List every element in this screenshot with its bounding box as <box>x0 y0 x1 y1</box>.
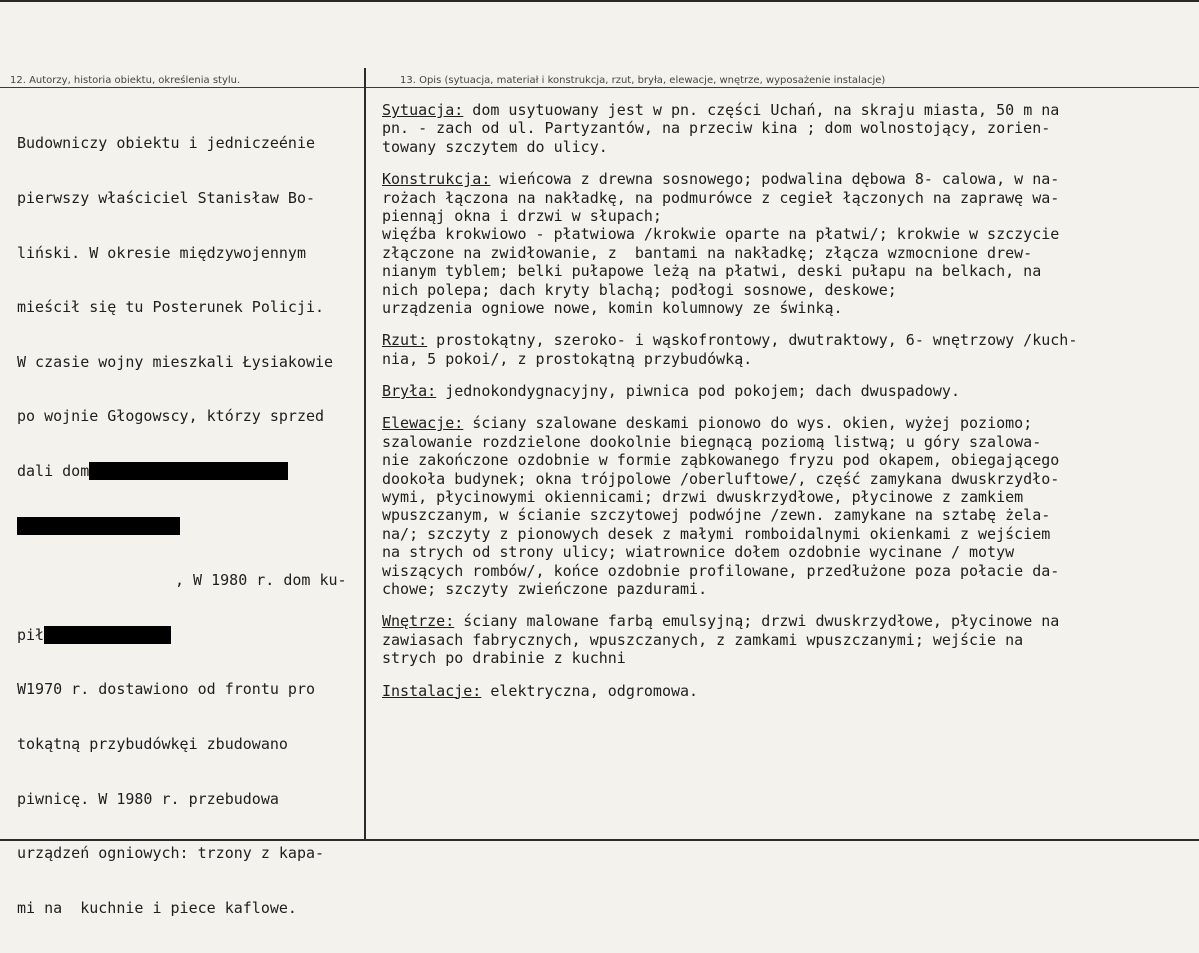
section-rzut <box>382 331 1172 368</box>
section-line: pn. - zach od ul. Partyzantów, na przeciw kina ; dom wolnostojący, zorien- <box>382 119 1051 138</box>
section-first-line <box>382 682 1172 700</box>
section-text: ściany szalowane deskami pionowo do wys. okien, wyżej poziomo; <box>463 414 1033 433</box>
history-line: po wojnie Głogowscy, którzy sprzed <box>17 407 325 426</box>
section-line: zawiasach fabrycznych, wpuszczanych, z zamkami wpuszczanymi; wejście na <box>382 630 1024 649</box>
history-line: piwnicę. W 1980 r. przebudowa <box>17 789 279 808</box>
section-label: Konstrukcja: <box>382 170 491 189</box>
section-label: Sytuacja: <box>382 101 464 119</box>
history-line: mi na kuchnie i piece kaflowe. <box>17 898 297 917</box>
section-line: urządzenia ogniowe nowe, komin kolumnowy ze świnką. <box>382 298 843 317</box>
history-line-redacted <box>17 517 367 535</box>
section-line: wiszących rombów/, końce ozdobnie profilowane, przedłużone poza połacie da- <box>382 561 1060 580</box>
section-text: wieńcowa z drewna sosnowego; podwalina dębowa 8- calowa, w na- <box>490 170 1060 189</box>
history-line: W1970 r. dostawiono od frontu pro <box>17 680 316 699</box>
section-line: wpuszczanym, w ścianie szczytowej podwójne /zewn. zamykane na sztabę żela- <box>382 506 1051 525</box>
left-column-header: 12. Autorzy, historia obiektu, określenia stylu. <box>10 75 241 86</box>
section-elewacje <box>382 414 1172 598</box>
history-text: dali dom <box>17 461 90 480</box>
section-label: Elewacje: <box>382 414 464 433</box>
section-label: Instalacje: <box>382 681 482 700</box>
history-line: mieścił się tu Posterunek Policji. <box>17 298 325 317</box>
section-label: Bryła: <box>382 382 437 401</box>
history-line: tokątną przybudówkęi zbudowano <box>17 734 288 753</box>
section-line: nie zakończone ozdobnie w formie ząbkowanego fryzu pod okapem, obiegającego <box>382 451 1060 470</box>
section-line: piennąj okna i drzwi w słupach; <box>382 206 662 225</box>
right-column-header: 13. Opis (sytuacja, materiał i konstrukcja, rzut, bryła, elewacje, wnętrze, wyposażenie instalacje) <box>400 75 886 86</box>
section-first-line <box>382 414 1172 432</box>
section-wnetrze <box>382 612 1172 667</box>
history-line-with-redaction <box>17 626 367 644</box>
section-first-line <box>382 331 1172 349</box>
section-first-line <box>382 382 1172 400</box>
section-text: jednokondygnacyjny, piwnica pod pokojem; dach dwuspadowy. <box>436 382 960 401</box>
history-line: pierwszy właściciel Stanisław Bo- <box>17 189 316 207</box>
history-line: liński. W okresie międzywojennym <box>17 243 306 262</box>
section-label: Rzut: <box>382 331 428 350</box>
section-text: dom usytuowany jest w pn. części Uchań, na skraju miasta, 50 m na <box>463 101 1060 119</box>
section-text: elektryczna, odgromowa. <box>481 681 699 700</box>
section-bryla <box>382 382 1172 400</box>
header-rule <box>0 87 1199 88</box>
section-line: nianym tyblem; belki pułapowe leżą na płatwi, deski pułapu na belkach, na <box>382 262 1042 281</box>
section-text: prostokątny, szeroko- i wąskofrontowy, dwutraktowy, 6- wnętrzowy /kuch- <box>427 331 1078 350</box>
redaction-bar <box>89 462 288 480</box>
section-first-line <box>382 101 1172 119</box>
section-first-line <box>382 170 1172 188</box>
section-line: rożach łączona na nakładkę, na podmurówce z cegieł łączonych na zaprawę wa- <box>382 188 1060 207</box>
section-line: szalowanie rozdzielone dookolnie biegnącą poziomą listwą; u góry szalowa- <box>382 432 1042 451</box>
section-line: chowe; szczyty zwieńczone pazdurami. <box>382 579 708 598</box>
redaction-bar <box>44 626 170 644</box>
history-line: urządzeń ogniowych: trzony z kapa- <box>17 844 325 863</box>
section-line: złączone na zwidłowanie, z bantami na nakładkę; złącza wzmocnione drew- <box>382 243 1033 262</box>
history-column <box>17 98 367 953</box>
redaction-bar <box>17 517 180 535</box>
history-line: W czasie wojny mieszkali Łysiakowie <box>17 352 334 371</box>
section-line: towany szczytem do ulicy. <box>382 137 608 156</box>
history-line: , W 1980 r. dom ku- <box>175 571 347 590</box>
section-line: strych po drabinie z kuchni <box>382 649 626 668</box>
section-line: na strych od strony ulicy; wiatrownice dołem ozdobnie wycinane / motyw <box>382 543 1015 562</box>
section-line: więźba krokwiowo - płatwiowa /krokwie oparte na płatwi/; krokwie w szczycie <box>382 225 1060 244</box>
top-edge <box>0 0 1199 2</box>
section-label: Wnętrze: <box>382 612 455 631</box>
section-konstrukcja <box>382 170 1172 317</box>
history-line-with-redaction <box>17 462 367 480</box>
section-line: na/; szczyty z pionowych desek z małymi romboidalnymi okienkami z wejściem <box>382 524 1051 543</box>
description-column <box>382 101 1172 714</box>
section-instalacje <box>382 682 1172 700</box>
history-text: pił <box>17 625 45 644</box>
section-line: wymi, płycinowymi okiennicami; drzwi dwuskrzydłowe, płycinowe z zamkiem <box>382 488 1024 507</box>
section-line: dookoła budynek; okna trójpolowe /oberluftowe/, część zamykana dwuskrzydło- <box>382 469 1060 488</box>
section-line: nia, 5 pokoi/, z prostokątną przybudówką. <box>382 349 753 368</box>
section-text: ściany malowane farbą emulsyjną; drzwi dwuskrzydłowe, płycinowe na <box>454 612 1060 631</box>
section-line: nich polepa; dach kryty blachą; podłogi sosnowe, deskowe; <box>382 280 897 299</box>
section-sytuacja <box>382 101 1172 156</box>
history-line: Budowniczy obiektu i jedniczeénie <box>17 134 316 153</box>
section-first-line <box>382 612 1172 630</box>
